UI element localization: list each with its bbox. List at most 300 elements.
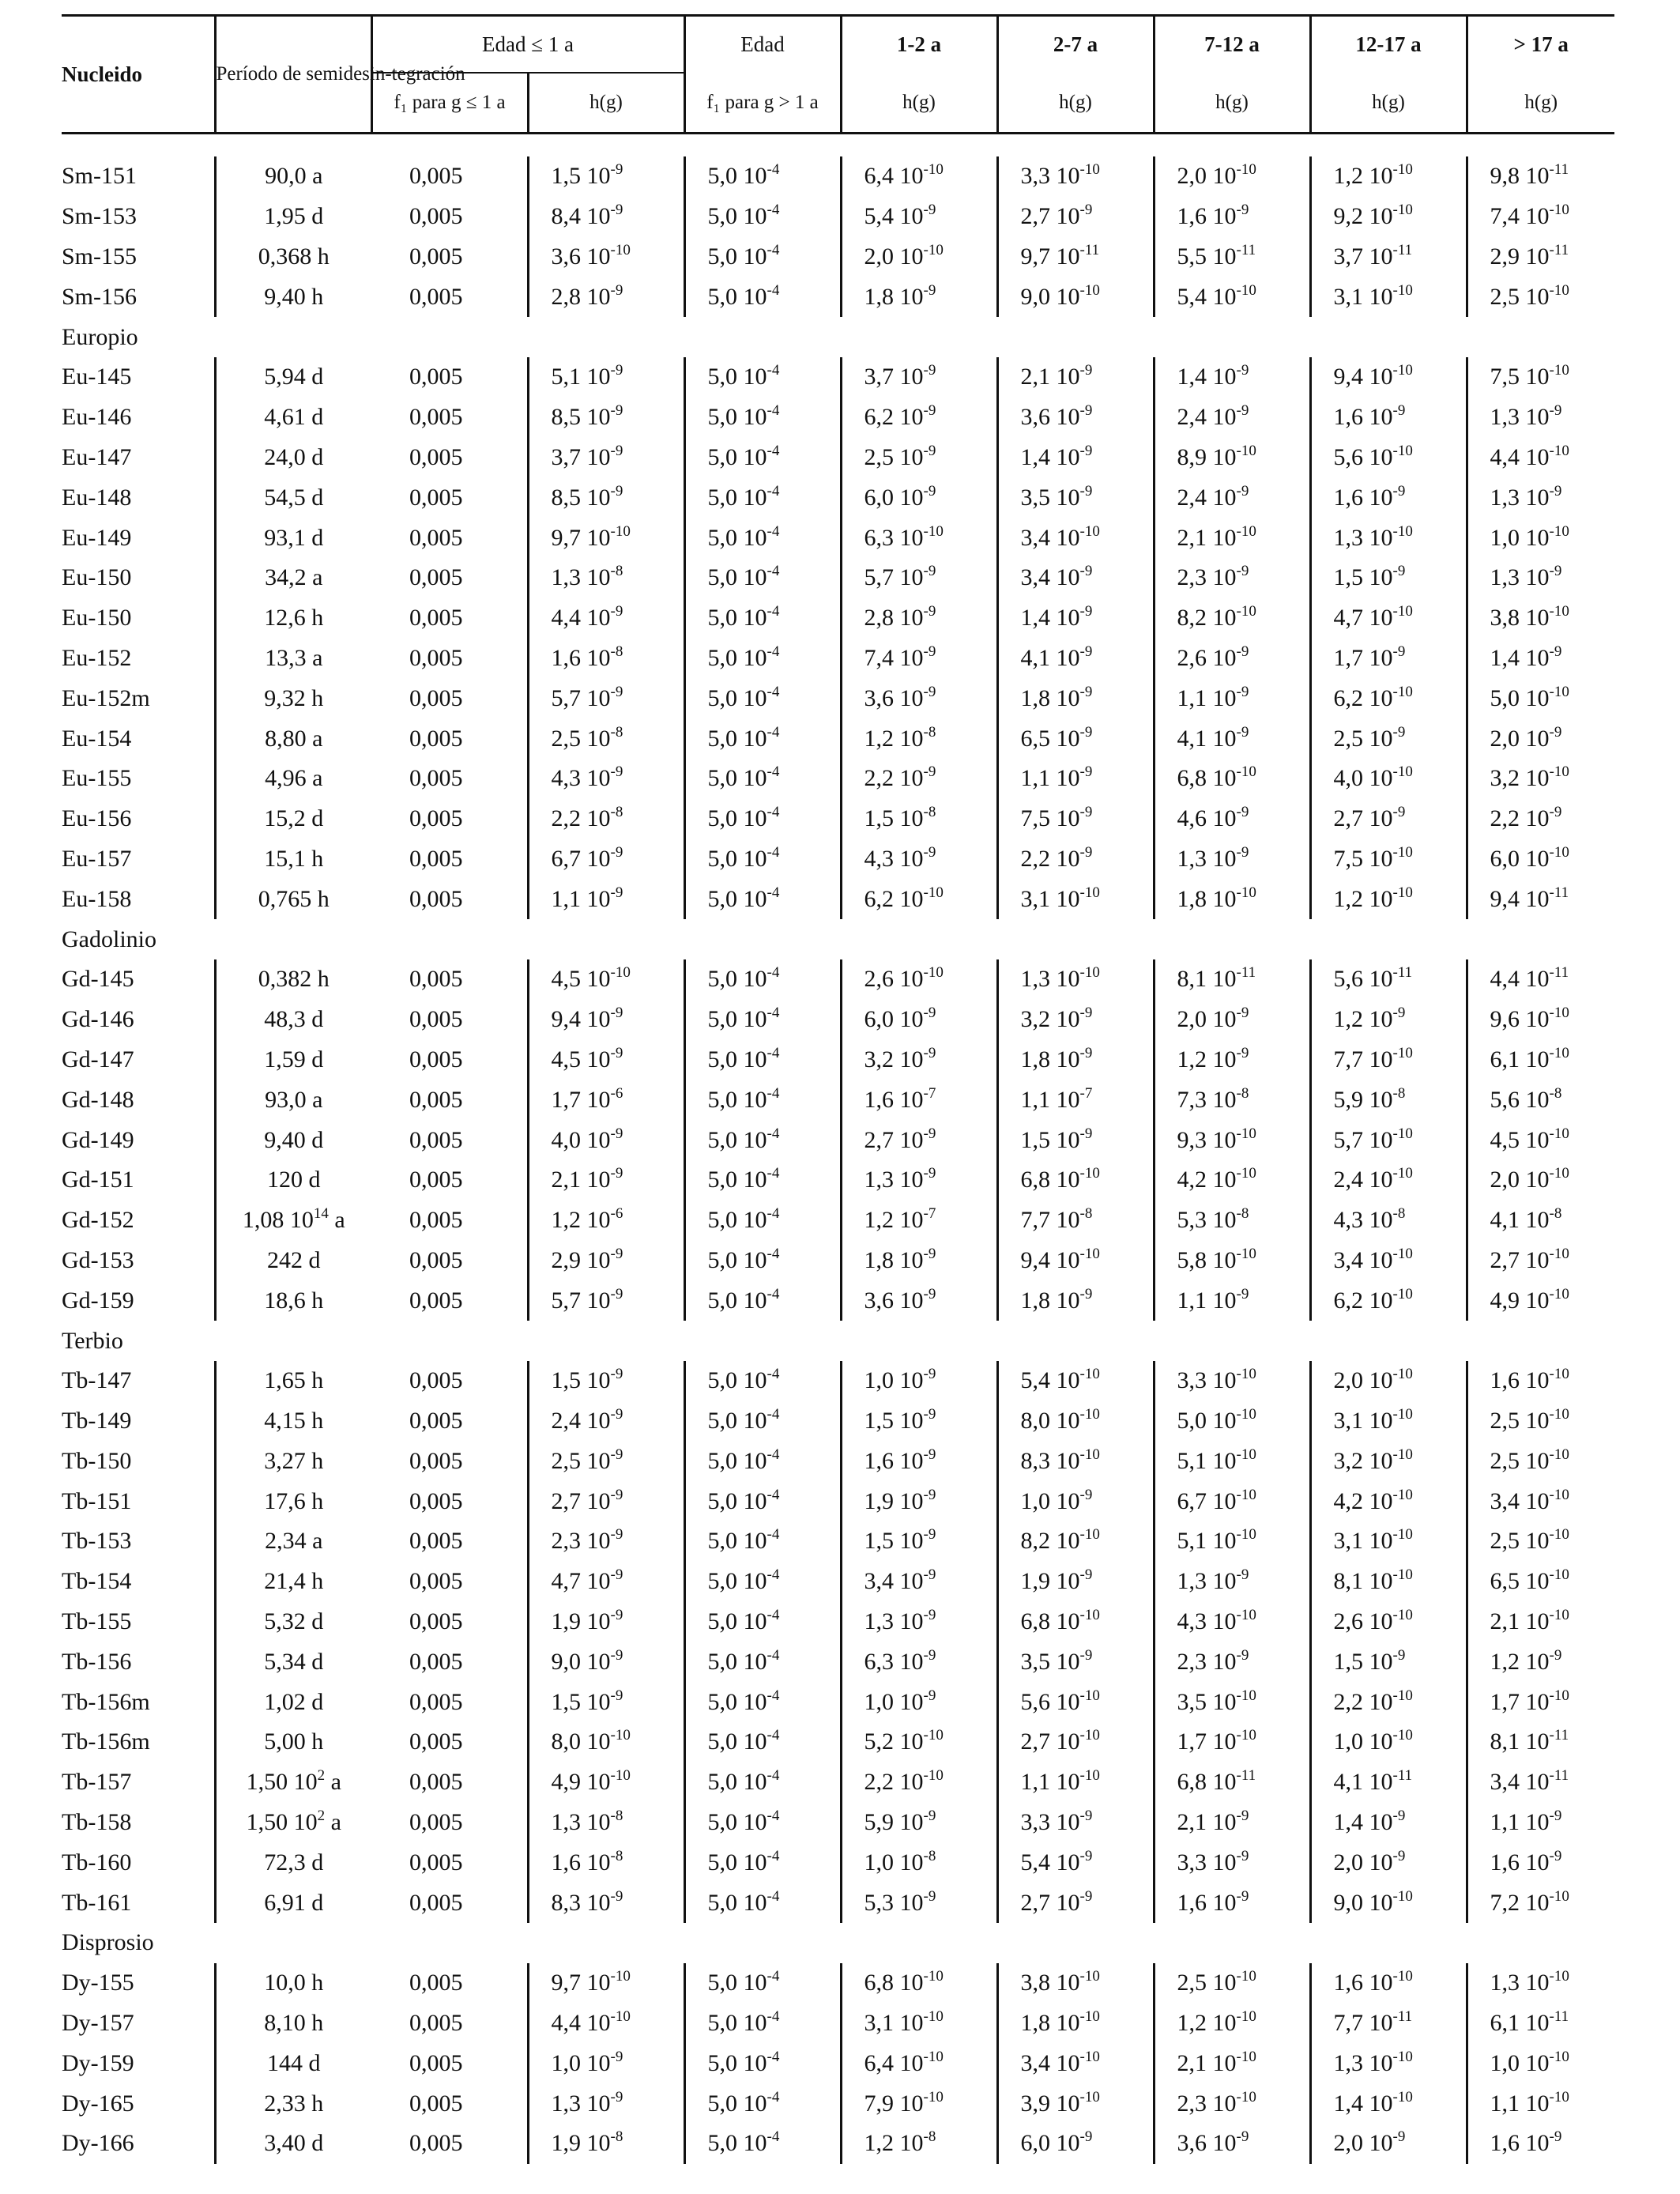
table-row (62, 1521, 1614, 1562)
cell-hg-gt17: 2,7 $10^{-10}$ (1467, 1241, 1614, 1281)
cell-hg-1-2: 2,8 $10^{-9}$ (841, 598, 997, 639)
cell-nucleido: Eu-154 (62, 725, 132, 752)
cell-hg-7-12: 1,3 $10^{-9}$ (1154, 1562, 1310, 1602)
cell-hg-gt17: 1,1 $10^{-9}$ (1467, 1803, 1614, 1843)
cell-hg-gt17: 7,5 $10^{-10}$ (1467, 357, 1614, 398)
cell-periodo: 0,382 h (215, 959, 371, 1000)
cell-hg-gt17: 2,5 $10^{-10}$ (1467, 277, 1614, 317)
cell-hg-le1: 8,3 $10^{-9}$ (528, 1883, 684, 1923)
cell-hg-12-17: 4,2 $10^{-10}$ (1310, 1481, 1467, 1521)
cell-hg-2-7: 5,6 $10^{-10}$ (997, 1682, 1154, 1722)
cell-hg-7-12: 2,0 $10^{-9}$ (1154, 1000, 1310, 1040)
cell-periodo: 4,96 a (215, 759, 371, 799)
table-row (62, 1642, 1614, 1682)
cell-nucleido: Gd-146 (62, 1006, 134, 1033)
cell-hg-12-17: 4,3 $10^{-8}$ (1310, 1201, 1467, 1241)
cell-hg-1-2: 1,5 $10^{-9}$ (841, 1401, 997, 1442)
cell-f1-gt1: 5,0 $10^{-4}$ (684, 1120, 841, 1160)
cell-hg-7-12: 1,7 $10^{-10}$ (1154, 1722, 1310, 1762)
cell-periodo: 1,95 d (215, 197, 371, 237)
cell-periodo: 5,94 d (215, 357, 371, 398)
cell-hg-2-7: 1,1 $10^{-7}$ (997, 1080, 1154, 1120)
header-hg-7-12: h(g) (1154, 73, 1310, 134)
cell-periodo: 6,91 d (215, 1883, 371, 1923)
cell-nucleido: Eu-145 (62, 364, 132, 390)
cell-hg-12-17: 5,6 $10^{-11}$ (1310, 959, 1467, 1000)
cell-periodo: 1,02 d (215, 1682, 371, 1722)
cell-hg-7-12: 1,2 $10^{-10}$ (1154, 2004, 1310, 2044)
cell-hg-gt17: 4,1 $10^{-8}$ (1467, 1201, 1614, 1241)
cell-f1-gt1: 5,0 $10^{-4}$ (684, 1481, 841, 1521)
cell-hg-7-12: 2,0 $10^{-10}$ (1154, 156, 1310, 197)
cell-hg-1-2: 6,0 $10^{-9}$ (841, 477, 997, 518)
cell-nucleido: Dy-157 (62, 2010, 134, 2037)
group-row (62, 919, 1614, 959)
cell-periodo: 1,50 $10^2$ a (215, 1762, 371, 1803)
cell-hg-7-12: 5,1 $10^{-10}$ (1154, 1521, 1310, 1562)
cell-f1-gt1: 5,0 $10^{-4}$ (684, 1762, 841, 1803)
cell-periodo: 5,00 h (215, 1722, 371, 1762)
cell-f1-gt1: 5,0 $10^{-4}$ (684, 1000, 841, 1040)
cell-f1-gt1: 5,0 $10^{-4}$ (684, 1160, 841, 1201)
cell-hg-le1: 2,5 $10^{-8}$ (528, 718, 684, 759)
cell-hg-12-17: 4,0 $10^{-10}$ (1310, 759, 1467, 799)
cell-hg-2-7: 3,4 $10^{-10}$ (997, 2043, 1154, 2083)
cell-hg-gt17: 3,8 $10^{-10}$ (1467, 598, 1614, 639)
cell-nucleido: Tb-161 (62, 1889, 132, 1916)
cell-hg-gt17: 1,4 $10^{-9}$ (1467, 639, 1614, 679)
cell-hg-7-12: 1,6 $10^{-9}$ (1154, 1883, 1310, 1923)
cell-nucleido: Tb-155 (62, 1608, 132, 1635)
cell-periodo: 8,10 h (215, 2004, 371, 2044)
cell-f1-le1: 0,005 (409, 1287, 463, 1314)
cell-f1-gt1: 5,0 $10^{-4}$ (684, 759, 841, 799)
cell-hg-2-7: 2,2 $10^{-9}$ (997, 839, 1154, 880)
header-age-7-12: 7-12 a (1154, 16, 1310, 74)
cell-f1-gt1: 5,0 $10^{-4}$ (684, 799, 841, 839)
table-row (62, 2083, 1614, 2124)
cell-hg-1-2: 2,5 $10^{-9}$ (841, 438, 997, 478)
cell-f1-le1: 0,005 (409, 1207, 463, 1234)
cell-f1-le1: 0,005 (409, 524, 463, 551)
header-hg-1-2: h(g) (841, 73, 997, 134)
cell-f1-le1: 0,005 (409, 1528, 463, 1555)
cell-nucleido: Tb-160 (62, 1849, 132, 1875)
cell-f1-gt1: 5,0 $10^{-4}$ (684, 477, 841, 518)
cell-f1-gt1: 5,0 $10^{-4}$ (684, 839, 841, 880)
cell-hg-12-17: 9,2 $10^{-10}$ (1310, 197, 1467, 237)
cell-nucleido: Eu-155 (62, 765, 132, 792)
cell-hg-gt17: 1,7 $10^{-10}$ (1467, 1682, 1614, 1722)
cell-nucleido: Eu-150 (62, 564, 132, 591)
cell-periodo: 24,0 d (215, 438, 371, 478)
cell-f1-gt1: 5,0 $10^{-4}$ (684, 678, 841, 718)
cell-nucleido: Tb-147 (62, 1367, 132, 1394)
cell-hg-12-17: 1,6 $10^{-10}$ (1310, 1963, 1467, 2004)
cell-f1-le1: 0,005 (409, 1608, 463, 1635)
cell-hg-1-2: 6,2 $10^{-10}$ (841, 879, 997, 919)
table-row (62, 197, 1614, 237)
cell-hg-1-2: 6,4 $10^{-10}$ (841, 156, 997, 197)
cell-f1-le1: 0,005 (409, 203, 463, 230)
cell-periodo: 8,80 a (215, 718, 371, 759)
cell-hg-1-2: 1,2 $10^{-7}$ (841, 1201, 997, 1241)
cell-f1-le1: 0,005 (409, 805, 463, 832)
cell-hg-12-17: 1,5 $10^{-9}$ (1310, 558, 1467, 598)
cell-hg-gt17: 9,6 $10^{-10}$ (1467, 1000, 1614, 1040)
cell-hg-le1: 2,5 $10^{-9}$ (528, 1442, 684, 1482)
cell-f1-gt1: 5,0 $10^{-4}$ (684, 558, 841, 598)
cell-hg-7-12: 2,3 $10^{-9}$ (1154, 558, 1310, 598)
cell-nucleido: Eu-147 (62, 443, 132, 470)
cell-hg-2-7: 1,9 $10^{-9}$ (997, 1562, 1154, 1602)
cell-nucleido: Sm-153 (62, 203, 137, 230)
cell-nucleido: Gd-151 (62, 1167, 134, 1193)
cell-periodo: 48,3 d (215, 1000, 371, 1040)
cell-hg-le1: 4,4 $10^{-9}$ (528, 598, 684, 639)
spacer-cell (62, 134, 1614, 157)
cell-hg-gt17: 7,2 $10^{-10}$ (1467, 1883, 1614, 1923)
table-row (62, 1602, 1614, 1642)
cell-hg-1-2: 5,2 $10^{-10}$ (841, 1722, 997, 1762)
cell-hg-2-7: 1,1 $10^{-10}$ (997, 1762, 1154, 1803)
cell-periodo: 9,32 h (215, 678, 371, 718)
table-row (62, 2004, 1614, 2044)
cell-f1-gt1: 5,0 $10^{-4}$ (684, 959, 841, 1000)
cell-periodo: 1,08 $10^{14}$ a (215, 1201, 371, 1241)
cell-hg-le1: 4,5 $10^{-9}$ (528, 1040, 684, 1080)
cell-periodo: 9,40 d (215, 1120, 371, 1160)
cell-hg-gt17: 2,5 $10^{-10}$ (1467, 1521, 1614, 1562)
cell-hg-gt17: 1,0 $10^{-10}$ (1467, 2043, 1614, 2083)
cell-hg-1-2: 1,0 $10^{-9}$ (841, 1682, 997, 1722)
cell-hg-2-7: 6,8 $10^{-10}$ (997, 1602, 1154, 1642)
cell-f1-gt1: 5,0 $10^{-4}$ (684, 1963, 841, 2004)
header-age-12-17: 12-17 a (1310, 16, 1467, 74)
cell-periodo: 2,33 h (215, 2083, 371, 2124)
cell-f1-gt1: 5,0 $10^{-4}$ (684, 237, 841, 277)
cell-f1-gt1: 5,0 $10^{-4}$ (684, 1803, 841, 1843)
cell-hg-gt17: 2,0 $10^{-10}$ (1467, 1160, 1614, 1201)
header-hg-12-17: h(g) (1310, 73, 1467, 134)
cell-hg-le1: 1,9 $10^{-9}$ (528, 1602, 684, 1642)
cell-nucleido: Eu-146 (62, 404, 132, 431)
cell-hg-le1: 3,7 $10^{-9}$ (528, 438, 684, 478)
table-row (62, 237, 1614, 277)
cell-f1-gt1: 5,0 $10^{-4}$ (684, 2043, 841, 2083)
cell-hg-2-7: 1,5 $10^{-9}$ (997, 1120, 1154, 1160)
cell-hg-gt17: 1,3 $10^{-9}$ (1467, 558, 1614, 598)
cell-hg-7-12: 2,3 $10^{-10}$ (1154, 2083, 1310, 2124)
cell-f1-gt1: 5,0 $10^{-4}$ (684, 879, 841, 919)
cell-periodo: 18,6 h (215, 1280, 371, 1321)
cell-hg-7-12: 2,1 $10^{-10}$ (1154, 518, 1310, 558)
cell-hg-2-7: 5,4 $10^{-10}$ (997, 1361, 1154, 1401)
cell-hg-12-17: 2,4 $10^{-10}$ (1310, 1160, 1467, 1201)
table-row (62, 1280, 1614, 1321)
cell-hg-12-17: 2,0 $10^{-10}$ (1310, 1361, 1467, 1401)
cell-f1-le1: 0,005 (409, 1688, 463, 1715)
table-row (62, 959, 1614, 1000)
cell-hg-12-17: 9,0 $10^{-10}$ (1310, 1883, 1467, 1923)
cell-periodo: 1,50 $10^2$ a (215, 1803, 371, 1843)
cell-hg-2-7: 9,7 $10^{-11}$ (997, 237, 1154, 277)
cell-hg-12-17: 1,4 $10^{-10}$ (1310, 2083, 1467, 2124)
cell-f1-le1: 0,005 (409, 684, 463, 711)
document-page (62, 14, 1614, 2164)
cell-nucleido: Eu-152m (62, 684, 150, 711)
cell-hg-7-12: 6,8 $10^{-10}$ (1154, 759, 1310, 799)
cell-f1-le1: 0,005 (409, 2130, 463, 2157)
cell-periodo: 242 d (215, 1241, 371, 1281)
cell-f1-le1: 0,005 (409, 1487, 463, 1514)
cell-hg-2-7: 4,1 $10^{-9}$ (997, 639, 1154, 679)
cell-hg-gt17: 5,6 $10^{-8}$ (1467, 1080, 1614, 1120)
cell-nucleido: Tb-156 (62, 1648, 132, 1675)
cell-hg-gt17: 7,4 $10^{-10}$ (1467, 197, 1614, 237)
cell-f1-gt1: 5,0 $10^{-4}$ (684, 598, 841, 639)
cell-hg-12-17: 5,9 $10^{-8}$ (1310, 1080, 1467, 1120)
cell-periodo: 4,61 d (215, 398, 371, 438)
cell-hg-le1: 4,0 $10^{-9}$ (528, 1120, 684, 1160)
cell-hg-12-17: 3,2 $10^{-10}$ (1310, 1442, 1467, 1482)
cell-nucleido: Eu-150 (62, 605, 132, 631)
table-row (62, 1080, 1614, 1120)
cell-periodo: 2,34 a (215, 1521, 371, 1562)
cell-hg-1-2: 3,7 $10^{-9}$ (841, 357, 997, 398)
cell-hg-le1: 8,0 $10^{-10}$ (528, 1722, 684, 1762)
cell-hg-gt17: 1,6 $10^{-10}$ (1467, 1361, 1614, 1401)
cell-hg-12-17: 2,0 $10^{-9}$ (1310, 1842, 1467, 1883)
cell-nucleido: Gd-149 (62, 1126, 134, 1153)
cell-f1-le1: 0,005 (409, 283, 463, 310)
cell-periodo: 15,2 d (215, 799, 371, 839)
cell-hg-12-17: 1,6 $10^{-9}$ (1310, 398, 1467, 438)
cell-f1-gt1: 5,0 $10^{-4}$ (684, 1883, 841, 1923)
cell-hg-le1: 1,3 $10^{-8}$ (528, 1803, 684, 1843)
cell-f1-gt1: 5,0 $10^{-4}$ (684, 2124, 841, 2164)
cell-nucleido: Eu-152 (62, 644, 132, 671)
cell-hg-le1: 4,4 $10^{-10}$ (528, 2004, 684, 2044)
cell-hg-1-2: 1,5 $10^{-8}$ (841, 799, 997, 839)
cell-hg-le1: 5,1 $10^{-9}$ (528, 357, 684, 398)
table-row (62, 2124, 1614, 2164)
cell-nucleido: Tb-151 (62, 1487, 132, 1514)
cell-f1-le1: 0,005 (409, 845, 463, 872)
cell-hg-12-17: 3,4 $10^{-10}$ (1310, 1241, 1467, 1281)
cell-f1-gt1: 5,0 $10^{-4}$ (684, 639, 841, 679)
cell-hg-le1: 3,6 $10^{-10}$ (528, 237, 684, 277)
cell-f1-le1: 0,005 (409, 1728, 463, 1755)
cell-f1-le1: 0,005 (409, 885, 463, 912)
cell-hg-12-17: 1,3 $10^{-10}$ (1310, 2043, 1467, 2083)
cell-f1-gt1: 5,0 $10^{-4}$ (684, 1401, 841, 1442)
cell-periodo: 12,6 h (215, 598, 371, 639)
cell-hg-1-2: 5,9 $10^{-9}$ (841, 1803, 997, 1843)
cell-hg-le1: 5,7 $10^{-9}$ (528, 678, 684, 718)
cell-nucleido: Tb-156m (62, 1688, 150, 1715)
cell-hg-2-7: 7,7 $10^{-8}$ (997, 1201, 1154, 1241)
header-age-gt17: > 17 a (1467, 16, 1614, 74)
table-row (62, 1401, 1614, 1442)
cell-hg-le1: 4,5 $10^{-10}$ (528, 959, 684, 1000)
cell-nucleido: Eu-149 (62, 524, 132, 551)
cell-periodo: 9,40 h (215, 277, 371, 317)
cell-hg-7-12: 5,3 $10^{-8}$ (1154, 1201, 1310, 1241)
cell-hg-le1: 2,7 $10^{-9}$ (528, 1481, 684, 1521)
cell-f1-gt1: 5,0 $10^{-4}$ (684, 1682, 841, 1722)
cell-hg-7-12: 3,3 $10^{-9}$ (1154, 1842, 1310, 1883)
cell-hg-1-2: 1,2 $10^{-8}$ (841, 718, 997, 759)
cell-periodo: 144 d (215, 2043, 371, 2083)
cell-hg-7-12: 5,8 $10^{-10}$ (1154, 1241, 1310, 1281)
cell-hg-gt17: 1,1 $10^{-10}$ (1467, 2083, 1614, 2124)
cell-periodo: 5,32 d (215, 1602, 371, 1642)
cell-nucleido: Gd-145 (62, 966, 134, 993)
cell-f1-gt1: 5,0 $10^{-4}$ (684, 718, 841, 759)
group-row (62, 317, 1614, 357)
cell-hg-2-7: 3,9 $10^{-10}$ (997, 2083, 1154, 2124)
cell-f1-le1: 0,005 (409, 2090, 463, 2117)
cell-nucleido: Dy-159 (62, 2049, 134, 2076)
cell-hg-7-12: 5,4 $10^{-10}$ (1154, 277, 1310, 317)
cell-hg-12-17: 3,1 $10^{-10}$ (1310, 277, 1467, 317)
cell-hg-12-17: 2,5 $10^{-9}$ (1310, 718, 1467, 759)
cell-f1-le1: 0,005 (409, 1447, 463, 1474)
cell-hg-7-12: 3,3 $10^{-10}$ (1154, 1361, 1310, 1401)
cell-f1-le1: 0,005 (409, 484, 463, 511)
table-row (62, 678, 1614, 718)
cell-hg-12-17: 1,7 $10^{-9}$ (1310, 639, 1467, 679)
cell-hg-12-17: 6,2 $10^{-10}$ (1310, 678, 1467, 718)
cell-nucleido: Eu-157 (62, 845, 132, 872)
cell-hg-7-12: 1,6 $10^{-9}$ (1154, 197, 1310, 237)
cell-hg-gt17: 1,0 $10^{-10}$ (1467, 518, 1614, 558)
cell-hg-gt17: 8,1 $10^{-11}$ (1467, 1722, 1614, 1762)
cell-hg-2-7: 5,4 $10^{-9}$ (997, 1842, 1154, 1883)
header-edad-le1: Edad ≤ 1 a (371, 16, 684, 74)
cell-hg-gt17: 1,3 $10^{-9}$ (1467, 398, 1614, 438)
cell-hg-le1: 1,1 $10^{-9}$ (528, 879, 684, 919)
cell-hg-gt17: 4,4 $10^{-11}$ (1467, 959, 1614, 1000)
cell-hg-gt17: 6,1 $10^{-10}$ (1467, 1040, 1614, 1080)
cell-hg-1-2: 7,4 $10^{-9}$ (841, 639, 997, 679)
header-age-2-7: 2-7 a (997, 16, 1154, 74)
cell-hg-le1: 2,2 $10^{-8}$ (528, 799, 684, 839)
cell-nucleido: Gd-148 (62, 1086, 134, 1113)
cell-hg-1-2: 1,3 $10^{-9}$ (841, 1602, 997, 1642)
cell-f1-le1: 0,005 (409, 1849, 463, 1875)
cell-hg-7-12: 5,1 $10^{-10}$ (1154, 1442, 1310, 1482)
cell-hg-le1: 6,7 $10^{-9}$ (528, 839, 684, 880)
cell-hg-1-2: 1,9 $10^{-9}$ (841, 1481, 997, 1521)
group-heading: Europio (62, 323, 138, 350)
cell-periodo: 0,765 h (215, 879, 371, 919)
group-row (62, 1321, 1614, 1361)
cell-hg-1-2: 3,6 $10^{-9}$ (841, 1280, 997, 1321)
cell-f1-gt1: 5,0 $10^{-4}$ (684, 1842, 841, 1883)
cell-f1-le1: 0,005 (409, 725, 463, 752)
cell-hg-1-2: 1,3 $10^{-9}$ (841, 1160, 997, 1201)
cell-hg-1-2: 6,0 $10^{-9}$ (841, 1000, 997, 1040)
cell-hg-7-12: 2,3 $10^{-9}$ (1154, 1642, 1310, 1682)
cell-f1-le1: 0,005 (409, 1246, 463, 1273)
cell-hg-2-7: 2,7 $10^{-9}$ (997, 197, 1154, 237)
cell-hg-2-7: 2,1 $10^{-9}$ (997, 357, 1154, 398)
cell-hg-le1: 4,7 $10^{-9}$ (528, 1562, 684, 1602)
group-row (62, 1923, 1614, 1963)
cell-hg-gt17: 6,1 $10^{-11}$ (1467, 2004, 1614, 2044)
cell-hg-1-2: 2,0 $10^{-10}$ (841, 237, 997, 277)
cell-hg-2-7: 9,0 $10^{-10}$ (997, 277, 1154, 317)
cell-hg-2-7: 1,1 $10^{-9}$ (997, 759, 1154, 799)
cell-hg-12-17: 3,1 $10^{-10}$ (1310, 1521, 1467, 1562)
cell-hg-12-17: 3,1 $10^{-10}$ (1310, 1401, 1467, 1442)
cell-hg-1-2: 1,0 $10^{-9}$ (841, 1361, 997, 1401)
cell-hg-12-17: 4,1 $10^{-11}$ (1310, 1762, 1467, 1803)
cell-hg-le1: 2,3 $10^{-9}$ (528, 1521, 684, 1562)
cell-f1-gt1: 5,0 $10^{-4}$ (684, 438, 841, 478)
cell-hg-7-12: 2,1 $10^{-10}$ (1154, 2043, 1310, 2083)
cell-periodo: 93,0 a (215, 1080, 371, 1120)
cell-hg-2-7: 1,8 $10^{-9}$ (997, 678, 1154, 718)
cell-periodo: 0,368 h (215, 237, 371, 277)
cell-hg-le1: 1,5 $10^{-9}$ (528, 156, 684, 197)
cell-hg-le1: 1,5 $10^{-9}$ (528, 1682, 684, 1722)
cell-periodo: 4,15 h (215, 1401, 371, 1442)
cell-hg-2-7: 1,8 $10^{-9}$ (997, 1280, 1154, 1321)
table-row (62, 1963, 1614, 2004)
cell-hg-1-2: 6,3 $10^{-9}$ (841, 1642, 997, 1682)
cell-hg-gt17: 3,4 $10^{-10}$ (1467, 1481, 1614, 1521)
cell-hg-1-2: 4,3 $10^{-9}$ (841, 839, 997, 880)
table-header (62, 16, 1614, 134)
cell-f1-le1: 0,005 (409, 1046, 463, 1072)
cell-periodo: 10,0 h (215, 1963, 371, 2004)
cell-hg-le1: 1,5 $10^{-9}$ (528, 1361, 684, 1401)
cell-hg-7-12: 2,4 $10^{-9}$ (1154, 477, 1310, 518)
cell-hg-gt17: 1,3 $10^{-10}$ (1467, 1963, 1614, 2004)
cell-nucleido: Tb-156m (62, 1728, 150, 1755)
cell-hg-le1: 9,4 $10^{-9}$ (528, 1000, 684, 1040)
cell-hg-2-7: 3,5 $10^{-9}$ (997, 477, 1154, 518)
cell-hg-12-17: 8,1 $10^{-10}$ (1310, 1562, 1467, 1602)
cell-hg-gt17: 2,2 $10^{-9}$ (1467, 799, 1614, 839)
cell-periodo: 5,34 d (215, 1642, 371, 1682)
cell-hg-12-17: 1,0 $10^{-10}$ (1310, 1722, 1467, 1762)
cell-f1-le1: 0,005 (409, 1889, 463, 1916)
table-body (62, 134, 1614, 2164)
cell-hg-1-2: 1,0 $10^{-8}$ (841, 1842, 997, 1883)
cell-periodo: 34,2 a (215, 558, 371, 598)
cell-hg-2-7: 3,8 $10^{-10}$ (997, 1963, 1154, 2004)
cell-hg-7-12: 8,9 $10^{-10}$ (1154, 438, 1310, 478)
table-row (62, 1883, 1614, 1923)
cell-f1-le1: 0,005 (409, 1809, 463, 1836)
cell-periodo: 3,27 h (215, 1442, 371, 1482)
cell-hg-2-7: 1,0 $10^{-9}$ (997, 1481, 1154, 1521)
cell-hg-gt17: 1,6 $10^{-9}$ (1467, 1842, 1614, 1883)
cell-nucleido: Dy-165 (62, 2090, 134, 2117)
cell-hg-7-12: 1,4 $10^{-9}$ (1154, 357, 1310, 398)
cell-f1-gt1: 5,0 $10^{-4}$ (684, 1602, 841, 1642)
cell-hg-12-17: 1,4 $10^{-9}$ (1310, 1803, 1467, 1843)
cell-hg-le1: 1,6 $10^{-8}$ (528, 639, 684, 679)
cell-f1-le1: 0,005 (409, 1006, 463, 1033)
cell-f1-le1: 0,005 (409, 1367, 463, 1394)
table-row (62, 438, 1614, 478)
cell-hg-7-12: 9,3 $10^{-10}$ (1154, 1120, 1310, 1160)
